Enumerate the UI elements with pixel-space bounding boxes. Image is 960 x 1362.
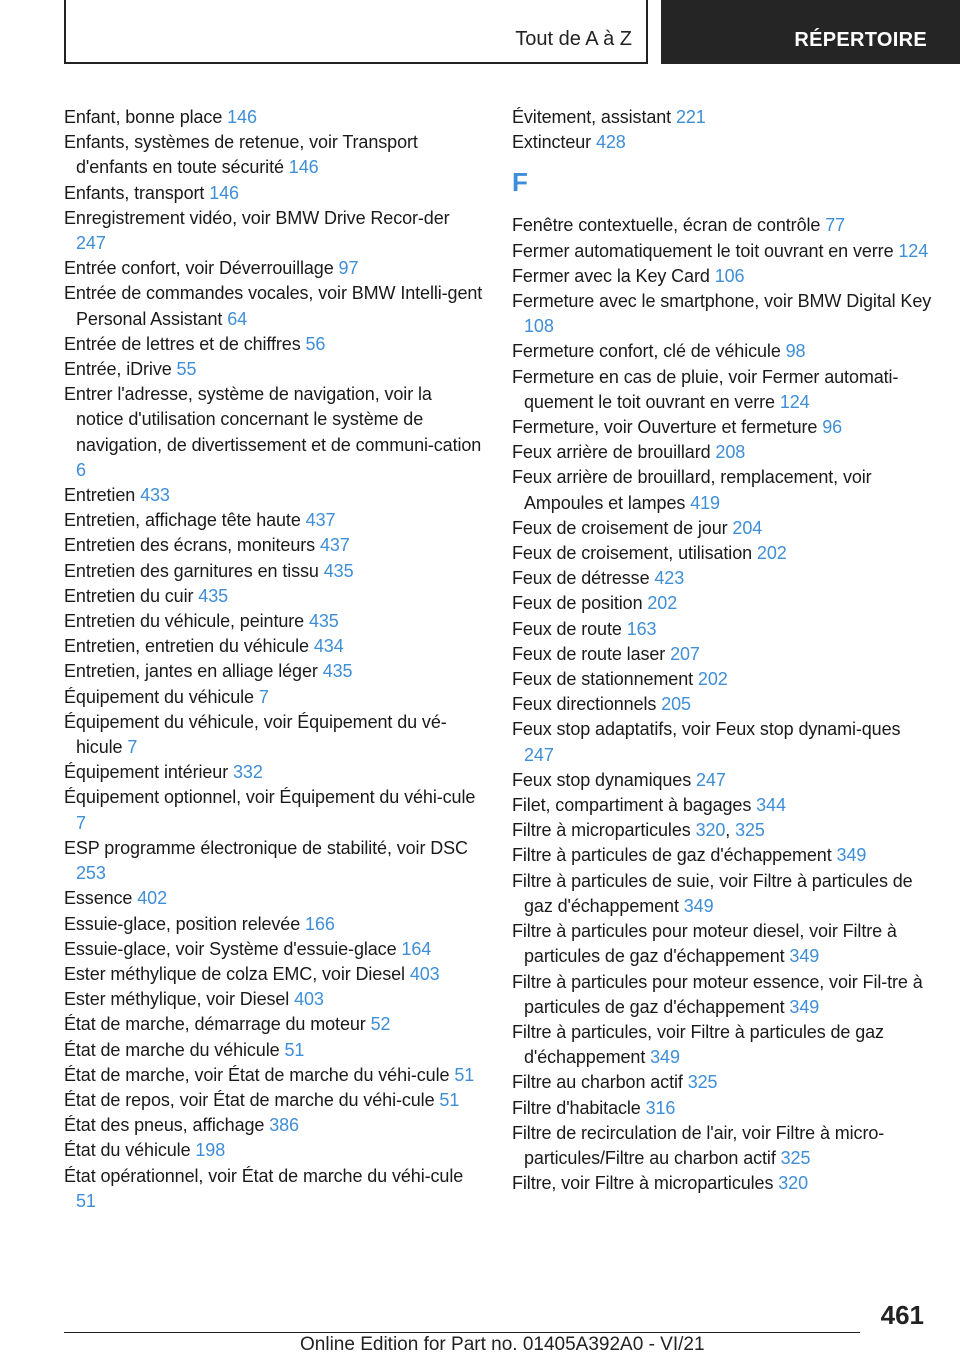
index-entry <box>64 1113 484 1138</box>
index-entry <box>512 692 932 717</box>
page-reference-link[interactable]: 124 <box>779 391 810 412</box>
page-reference-link[interactable]: 51 <box>454 1064 475 1085</box>
page-reference-link[interactable]: 166 <box>305 913 335 934</box>
page-reference-link[interactable]: 221 <box>675 107 706 127</box>
index-entry-text: Entretien des garnitures en tissu <box>64 560 319 581</box>
index-entry-text: Filtre à particules pour moteur diesel, voir Filtre à particules de gaz d'échappement <box>512 921 897 967</box>
page-reference-link[interactable]: 146 <box>227 107 257 127</box>
index-entry-text: Fermeture avec le smartphone, voir BMW Digital Key <box>512 291 932 312</box>
index-entry <box>512 970 932 1020</box>
index-entry-text: Essuie-glace, voir Système d'essuie-glace <box>64 938 397 959</box>
index-entry: Filtre à microparticules 320, 325 <box>512 820 765 841</box>
index-entry-text: Équipement du véhicule, voir Équipement du vé-hicule <box>64 711 447 758</box>
index-entry <box>512 1171 932 1196</box>
page-reference-link[interactable]: 435 <box>322 661 353 682</box>
page-reference-link[interactable]: 320 <box>695 820 726 841</box>
index-entry-text: Fenêtre contextuelle, écran de contrôle <box>512 215 821 236</box>
page-reference-link[interactable]: 332 <box>233 762 263 783</box>
page-reference-link[interactable]: 437 <box>319 535 350 556</box>
index-entry <box>512 213 932 238</box>
index-entry-text: État des pneus, affichage <box>64 1115 265 1136</box>
index-entry <box>64 559 484 584</box>
index-entry-text: Enregistrement vidéo, voir BMW Drive Recor-der <box>64 207 450 228</box>
index-entry-text: Filtre à particules de gaz d'échappement <box>512 845 832 866</box>
page-reference-link[interactable]: 97 <box>338 258 359 279</box>
index-entry <box>512 264 932 289</box>
index-entry-text: Filtre à microparticules <box>512 820 691 841</box>
page-reference-link[interactable]: 316 <box>645 1097 676 1118</box>
index-entry-text: État de marche, voir État de marche du véhi-cule <box>64 1064 450 1085</box>
index-entry <box>64 1164 484 1214</box>
index-entry <box>64 912 484 937</box>
header-active-label: RÉPERTOIRE <box>794 29 927 51</box>
page-reference-link[interactable]: 386 <box>269 1115 299 1136</box>
page-reference-link[interactable]: 349 <box>683 895 714 916</box>
page-reference-link[interactable]: 435 <box>323 560 354 581</box>
page-reference-link[interactable]: 423 <box>654 568 685 589</box>
index-entry-text: Fermeture, voir Ouverture et fermeture <box>512 417 818 438</box>
index-entry-text: Feux arrière de brouillard, remplacement, voir Ampoules et lampes <box>512 467 872 513</box>
index-entry-text: Entretien des écrans, moniteurs <box>64 535 316 556</box>
index-entry <box>512 1096 932 1121</box>
page-reference-link[interactable]: 51 <box>284 1039 305 1060</box>
header-tab[interactable] <box>64 0 648 64</box>
index-entry <box>64 256 484 281</box>
index-entry-text: Entretien, jantes en alliage léger <box>64 661 318 682</box>
index-entry-text: Ester méthylique, voir Diesel <box>64 989 290 1010</box>
page-reference-link[interactable]: 164 <box>401 938 432 959</box>
index-entry-text: Filtre d'habitacle <box>512 1097 641 1118</box>
index-entry-text: Entrer l'adresse, système de navigation, voir la notice d'utilisation concernant le système de navigation, de divertissement et de communi-cation <box>64 384 482 455</box>
index-entry <box>512 1121 932 1171</box>
page-reference-link[interactable]: 6 <box>76 459 86 480</box>
index-entry-text: Entretien <box>64 485 136 506</box>
index-entry-text: Feux de route laser <box>512 643 666 664</box>
index-entry-text: Filtre à particules pour moteur essence, voir Fil-tre à particules de gaz d'échappement <box>512 971 923 1017</box>
page-reference-link[interactable]: 146 <box>209 182 239 203</box>
page-reference-link[interactable]: 403 <box>294 989 324 1010</box>
index-entry-text: Feux stop dynamiques <box>512 769 692 790</box>
index-entry-text: Feux de stationnement <box>512 669 694 690</box>
page-reference-link[interactable]: 51 <box>76 1190 96 1211</box>
index-entry <box>512 440 932 465</box>
index-entry-text: Fermeture en cas de pluie, voir Fermer automati-quement le toit ouvrant en verre <box>512 366 899 412</box>
index-column-left <box>64 105 484 1214</box>
page-number: 461 <box>880 1300 924 1330</box>
index-entry <box>64 710 484 760</box>
index-entry <box>64 1038 484 1063</box>
page-reference-link[interactable]: 7 <box>76 812 86 833</box>
index-entry <box>64 357 484 382</box>
index-entry <box>64 382 484 483</box>
index-entry <box>64 1012 484 1037</box>
index-entry-text: Fermer automatiquement le toit ouvrant en verre <box>512 240 894 261</box>
page-reference-link[interactable]: 146 <box>288 157 319 178</box>
index-entry-text: Feux arrière de brouillard <box>512 442 711 463</box>
page-reference-link[interactable]: 202 <box>697 669 728 690</box>
index-entry <box>64 130 484 180</box>
index-entry <box>512 717 932 767</box>
index-entry-text: Filet, compartiment à bagages <box>512 795 752 816</box>
index-entry <box>64 987 484 1012</box>
index-entry-text: Fermer avec la Key Card <box>512 265 710 286</box>
index-entry <box>512 105 932 130</box>
index-entry <box>64 1063 484 1088</box>
index-entry <box>512 566 932 591</box>
page-reference-link[interactable]: 349 <box>836 845 867 866</box>
page-reference-link[interactable]: 434 <box>313 636 344 657</box>
index-entry <box>64 685 484 710</box>
page-reference-link[interactable]: 198 <box>195 1140 226 1161</box>
footer-divider <box>64 1332 860 1333</box>
index-entry-text: Entrée confort, voir Déverrouillage <box>64 258 334 279</box>
index-entry-text: Enfants, transport <box>64 182 205 203</box>
index-entry <box>512 365 932 415</box>
page-reference-link[interactable]: 204 <box>732 517 763 538</box>
index-entry-text: État de repos, voir État de marche du véhi-cule <box>64 1089 435 1110</box>
header-active-tab[interactable] <box>661 0 960 64</box>
page-reference-link[interactable]: 55 <box>176 359 197 380</box>
section-letter: F <box>512 167 528 198</box>
page-reference-link[interactable]: 344 <box>756 795 786 816</box>
index-entry <box>64 785 484 835</box>
index-entry <box>512 919 932 969</box>
index-entry <box>512 130 932 155</box>
page-reference-link[interactable]: 77 <box>825 215 846 236</box>
index-entry-text: Entrée de commandes vocales, voir BMW Intelli-gent Personal Assistant <box>64 283 483 329</box>
page-reference-link[interactable]: 96 <box>822 417 843 438</box>
index-entry <box>64 105 484 130</box>
index-entry <box>512 1020 932 1070</box>
page-reference-link[interactable]: 349 <box>789 946 820 967</box>
header-tab-label: Tout de A à Z <box>515 28 632 50</box>
index-entry <box>64 659 484 684</box>
index-entry-text: État de marche du véhicule <box>64 1039 280 1060</box>
index-entry <box>512 793 932 818</box>
index-entry <box>64 609 484 634</box>
index-entry <box>64 483 484 508</box>
index-entry-text: Feux de position <box>512 593 643 614</box>
index-entry <box>64 962 484 987</box>
index-entry-text: Équipement intérieur <box>64 762 229 783</box>
index-entry <box>512 591 932 616</box>
index-entry-text: Équipement du véhicule <box>64 686 254 707</box>
page-reference-link[interactable]: 7 <box>258 686 269 707</box>
index-entry-text: État de marche, démarrage du moteur <box>64 1014 366 1035</box>
index-entries-f <box>512 213 932 1196</box>
index-entry <box>512 642 932 667</box>
index-entry <box>64 1138 484 1163</box>
index-entry-text: Entrée de lettres et de chiffres <box>64 333 301 354</box>
index-entry <box>64 584 484 609</box>
index-entry-text: Enfants, systèmes de retenue, voir Transport d'enfants en toute sécurité <box>64 132 418 178</box>
index-entry-text: Extincteur <box>512 132 592 153</box>
page-reference-link[interactable]: 435 <box>198 585 229 606</box>
index-entry <box>64 836 484 886</box>
page-reference-link[interactable]: 437 <box>305 510 336 531</box>
page-reference-link[interactable]: 52 <box>370 1014 391 1035</box>
index-entry-text: Fermeture confort, clé de véhicule <box>512 341 781 362</box>
index-entry-text: Enfant, bonne place <box>64 107 223 127</box>
index-entry-text: ESP programme électronique de stabilité, voir DSC <box>64 837 468 858</box>
index-entry <box>512 415 932 440</box>
page-reference-link[interactable]: 202 <box>647 593 678 614</box>
index-entry <box>64 1088 484 1113</box>
page-reference-link[interactable]: 349 <box>650 1047 680 1068</box>
index-entry-text: Évitement, assistant <box>512 107 672 127</box>
page-reference-link[interactable]: 403 <box>409 963 440 984</box>
index-entry-text: Feux stop adaptatifs, voir Feux stop dynami-ques <box>512 719 901 740</box>
index-entry <box>512 843 932 868</box>
page-reference-link[interactable]: 51 <box>439 1089 460 1110</box>
index-entry <box>512 465 932 515</box>
index-entry <box>64 206 484 256</box>
index-entry-text: Filtre, voir Filtre à microparticules <box>512 1173 774 1194</box>
page-reference-link[interactable]: 349 <box>789 996 820 1017</box>
index-entry-text: Feux de route <box>512 618 622 639</box>
page-reference-link[interactable]: 205 <box>661 694 691 715</box>
page-reference-link[interactable]: 325 <box>780 1147 811 1168</box>
page-reference-link[interactable]: 325 <box>687 1072 718 1093</box>
index-entry <box>64 634 484 659</box>
index-entry-text: Équipement optionnel, voir Équipement du véhi-cule <box>64 787 476 808</box>
index-entries-e-continued <box>512 105 932 155</box>
index-entry <box>512 516 932 541</box>
page-reference-link[interactable]: 402 <box>137 888 167 909</box>
page-reference-link[interactable]: 202 <box>756 543 787 564</box>
page-reference-link[interactable]: 108 <box>524 316 554 337</box>
index-entry <box>64 937 484 962</box>
page-reference-link[interactable]: 320 <box>778 1173 808 1194</box>
index-entry-text: Entretien, affichage tête haute <box>64 510 301 531</box>
page-reference-link[interactable]: 124 <box>898 240 929 261</box>
index-entry-text: Feux de croisement de jour <box>512 517 728 538</box>
index-entry-text: Filtre de recirculation de l'air, voir Filtre à micro-particules/Filtre au charbon actif <box>512 1122 885 1168</box>
page-reference-link[interactable]: 253 <box>76 863 106 884</box>
page-reference-link[interactable]: 208 <box>715 442 746 463</box>
page-reference-link[interactable]: 325 <box>735 820 765 841</box>
page-reference-link[interactable]: 56 <box>305 333 326 354</box>
index-entry-text: État du véhicule <box>64 1140 191 1161</box>
index-entry-text: Entretien du véhicule, peinture <box>64 611 305 632</box>
index-entry <box>64 181 484 206</box>
index-entry-text: Filtre à particules de suie, voir Filtre à particules de gaz d'échappement <box>512 870 913 916</box>
index-entry <box>512 541 932 566</box>
index-entry-text: Filtre à particules, voir Filtre à particules de gaz d'échappement <box>512 1021 884 1068</box>
index-entry-text: Entrée, iDrive <box>64 359 172 380</box>
index-entry-text: Essence <box>64 888 133 909</box>
page-reference-link[interactable]: 247 <box>524 744 554 765</box>
page-reference-link[interactable]: 98 <box>785 341 806 362</box>
index-entry <box>512 289 932 339</box>
index-column-right <box>512 105 932 1196</box>
page-reference-link[interactable]: 106 <box>714 265 745 286</box>
index-entry <box>512 768 932 793</box>
index-entry-text: Entretien du cuir <box>64 585 194 606</box>
index-entry <box>64 281 484 331</box>
page-reference-link[interactable]: 247 <box>696 769 726 790</box>
index-entry <box>512 239 932 264</box>
index-entry-text: Feux de détresse <box>512 568 650 589</box>
index-entry-text: Essuie-glace, position relevée <box>64 913 301 934</box>
index-entry <box>512 339 932 364</box>
index-entry <box>512 1070 932 1095</box>
index-entry-text: Entretien, entretien du véhicule <box>64 636 309 657</box>
page-reference-link[interactable]: 247 <box>76 233 106 254</box>
page-reference-link[interactable]: 207 <box>670 643 700 664</box>
footer-edition-text: Online Edition for Part no. 01405A392A0 - VI/21 <box>300 1334 705 1355</box>
page-reference-link[interactable]: 7 <box>127 737 138 758</box>
index-entry-text: Feux directionnels <box>512 694 657 715</box>
page-reference-link[interactable]: 428 <box>595 132 626 153</box>
page-reference-link[interactable]: 163 <box>626 618 657 639</box>
index-entry <box>512 869 932 919</box>
page-reference-link[interactable]: 435 <box>308 611 339 632</box>
index-entry-text: Feux de croisement, utilisation <box>512 543 753 564</box>
index-entry <box>64 508 484 533</box>
index-entry-text: État opérationnel, voir État de marche du véhi-cule <box>64 1165 464 1186</box>
index-entry <box>64 332 484 357</box>
page-reference-link[interactable]: 64 <box>227 308 248 329</box>
index-entry <box>512 667 932 692</box>
index-entry <box>64 533 484 558</box>
index-entry <box>64 760 484 785</box>
page-reference-link[interactable]: 419 <box>690 492 720 513</box>
page-reference-link[interactable]: 433 <box>140 485 170 506</box>
index-entry <box>512 617 932 642</box>
index-entry <box>64 886 484 911</box>
index-entry-text: Filtre au charbon actif <box>512 1072 683 1093</box>
index-entry-text: Ester méthylique de colza EMC, voir Diesel <box>64 963 405 984</box>
